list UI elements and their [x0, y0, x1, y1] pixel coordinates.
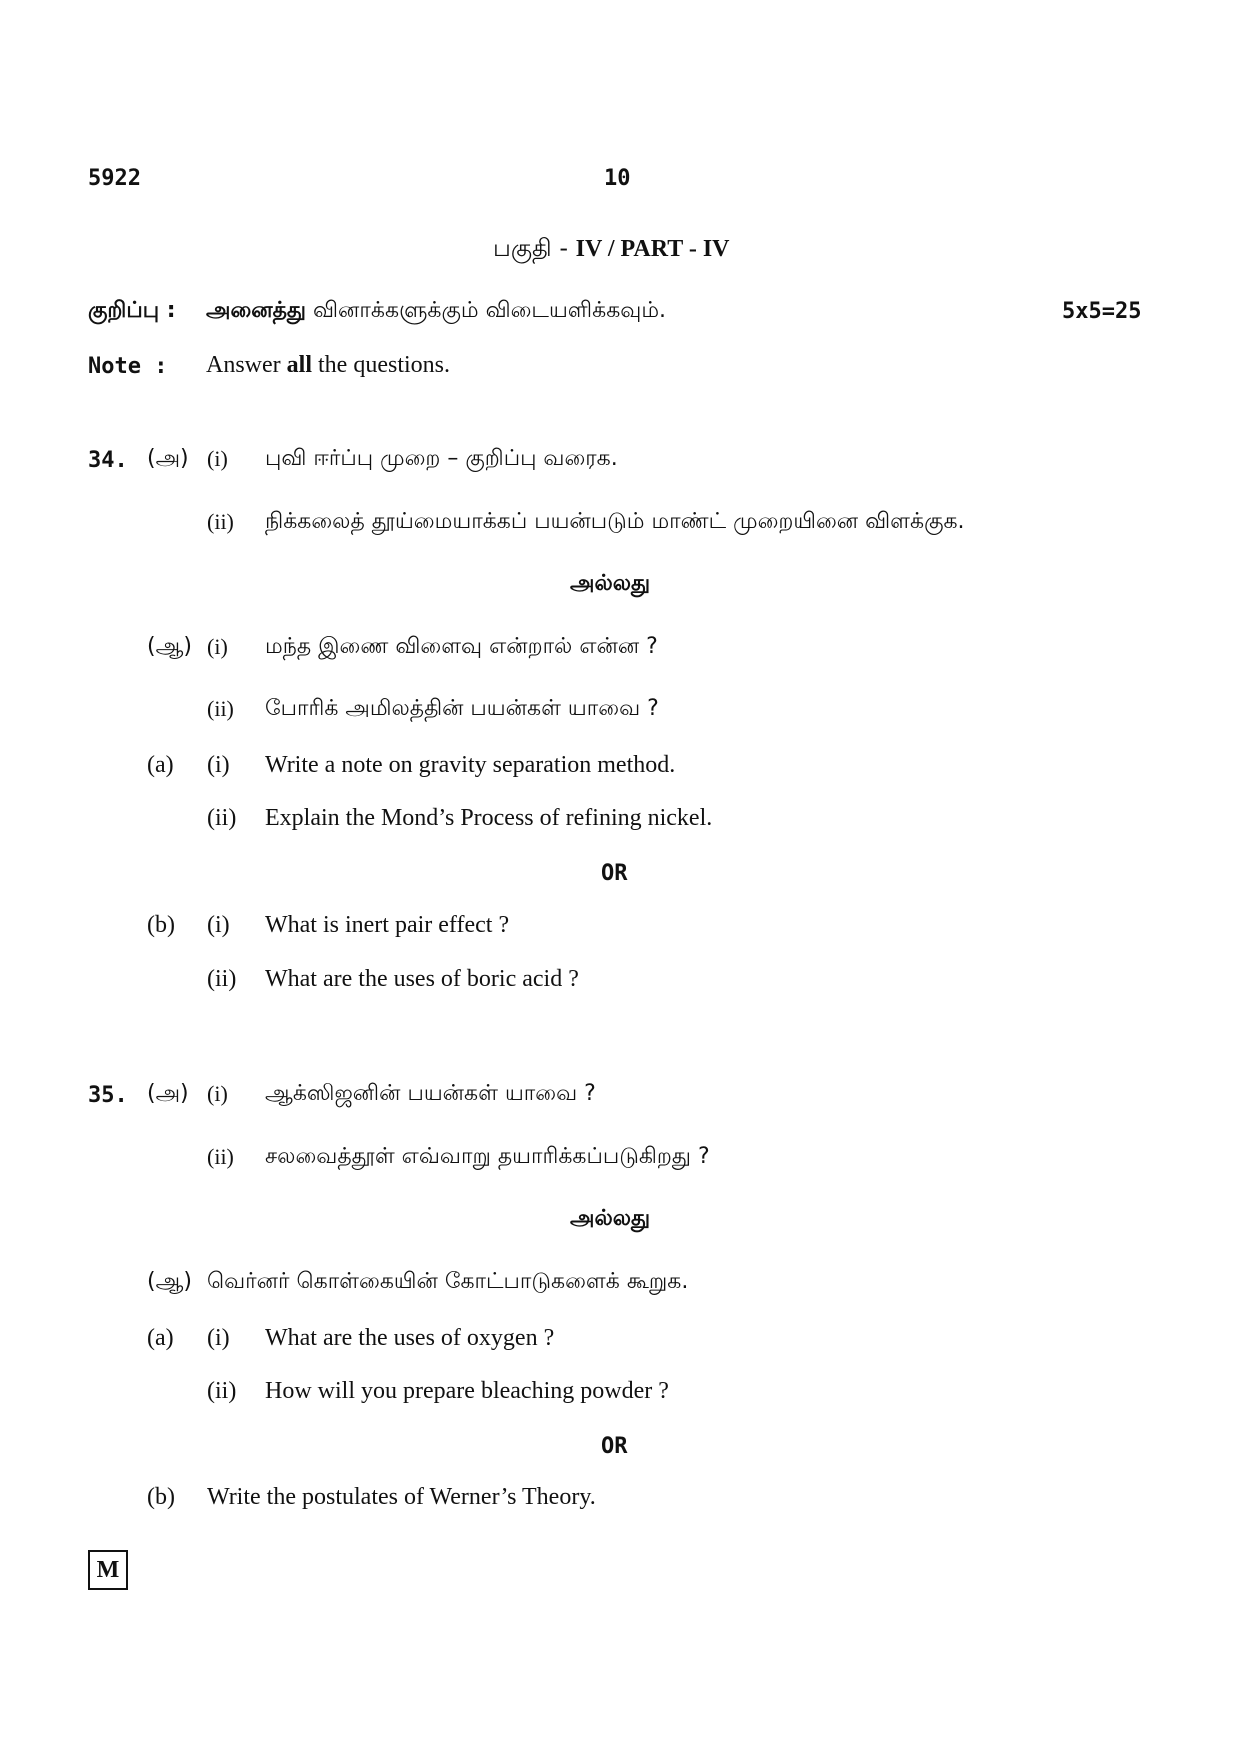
- q34-ta-a-label: (அ): [147, 446, 189, 471]
- q34-en-b-ii-num: (ii): [207, 966, 237, 992]
- q34-ta-or: அல்லது: [570, 571, 651, 596]
- q34-ta-b-i-num: (i): [207, 634, 228, 659]
- question-35-number: 35.: [88, 1083, 128, 1108]
- note-tamil-rest: வினாக்களுக்கும் விடையளிக்கவும்.: [313, 298, 667, 323]
- q34-en-a-label: (a): [147, 752, 174, 778]
- q34-en-a-ii-num: (ii): [207, 805, 237, 831]
- q34-en-b-i-num: (i): [207, 912, 230, 938]
- q35-ta-a-ii-num: (ii): [207, 1144, 234, 1169]
- q35-en-or: OR: [601, 1434, 628, 1459]
- q35-en-b-label: (b): [147, 1484, 175, 1510]
- paper-code: 5922: [88, 166, 141, 191]
- q34-en-a-ii: Explain the Mond’s Process of refining nickel.: [265, 805, 713, 831]
- q35-ta-a-ii: சலவைத்தூள் எவ்வாறு தயாரிக்கப்படுகிறது ?: [265, 1144, 710, 1169]
- q34-ta-a-ii: நிக்கலைத் தூய்மையாக்கப் பயன்படும் மாண்ட் முறையினை விளக்குக.: [265, 509, 965, 534]
- q35-ta-a-i-num: (i): [207, 1081, 228, 1106]
- q34-en-b-ii: What are the uses of boric acid ?: [265, 966, 579, 992]
- question-34-number: 34.: [88, 448, 128, 473]
- q35-ta-or: அல்லது: [570, 1206, 651, 1231]
- q34-ta-a-ii-num: (ii): [207, 509, 234, 534]
- q35-en-a-label: (a): [147, 1325, 174, 1351]
- q34-en-a-i: Write a note on gravity separation method.: [265, 752, 676, 778]
- q35-ta-b: வெர்னர் கொள்கையின் கோட்பாடுகளைக் கூறுக.: [207, 1269, 689, 1294]
- q34-en-b-label: (b): [147, 912, 175, 938]
- q34-ta-a-i-num: (i): [207, 446, 228, 471]
- part-title-tamil: பகுதி -: [493, 234, 576, 262]
- q35-en-a-ii-num: (ii): [207, 1378, 237, 1404]
- part-title: [493, 234, 729, 265]
- q34-ta-a-i: புவி ஈர்ப்பு முறை – குறிப்பு வரைக.: [265, 446, 618, 471]
- medium-mark-box: [88, 1550, 128, 1590]
- q34-ta-b-ii-num: (ii): [207, 696, 234, 721]
- medium-mark-letter: M: [96, 1556, 120, 1583]
- note-tamil-label: குறிப்பு :: [88, 298, 176, 323]
- q34-ta-b-ii: போரிக் அமிலத்தின் பயன்கள் யாவை ?: [265, 696, 659, 721]
- q34-en-or: OR: [601, 861, 628, 886]
- note-english-post: the questions.: [318, 352, 450, 378]
- note-english-bold: all: [286, 352, 312, 378]
- q34-en-a-i-num: (i): [207, 752, 230, 778]
- q35-ta-a-label: (அ): [147, 1081, 189, 1106]
- q35-ta-b-label: (ஆ): [147, 1269, 192, 1294]
- page-number: 10: [604, 166, 631, 191]
- note-tamil-bold: அனைத்து: [206, 298, 307, 323]
- q34-ta-b-label: (ஆ): [147, 634, 192, 659]
- q34-en-b-i: What is inert pair effect ?: [265, 912, 510, 938]
- q35-ta-a-i: ஆக்ஸிஜனின் பயன்கள் யாவை ?: [265, 1081, 596, 1106]
- note-english-pre: Answer: [206, 352, 281, 378]
- part-title-roman: IV / PART - IV: [575, 236, 730, 262]
- q35-en-b: Write the postulates of Werner’s Theory.: [207, 1484, 596, 1510]
- marks-allocation: 5x5=25: [1062, 299, 1142, 324]
- q35-en-a-ii: How will you prepare bleaching powder ?: [265, 1378, 669, 1404]
- q34-ta-b-i: மந்த இணை விளைவு என்றால் என்ன ?: [265, 634, 658, 659]
- q35-en-a-i-num: (i): [207, 1325, 230, 1351]
- note-tamil-text: [206, 298, 666, 326]
- note-english-text: [206, 352, 450, 379]
- q35-en-a-i: What are the uses of oxygen ?: [265, 1325, 555, 1351]
- note-english-label: Note :: [88, 354, 168, 379]
